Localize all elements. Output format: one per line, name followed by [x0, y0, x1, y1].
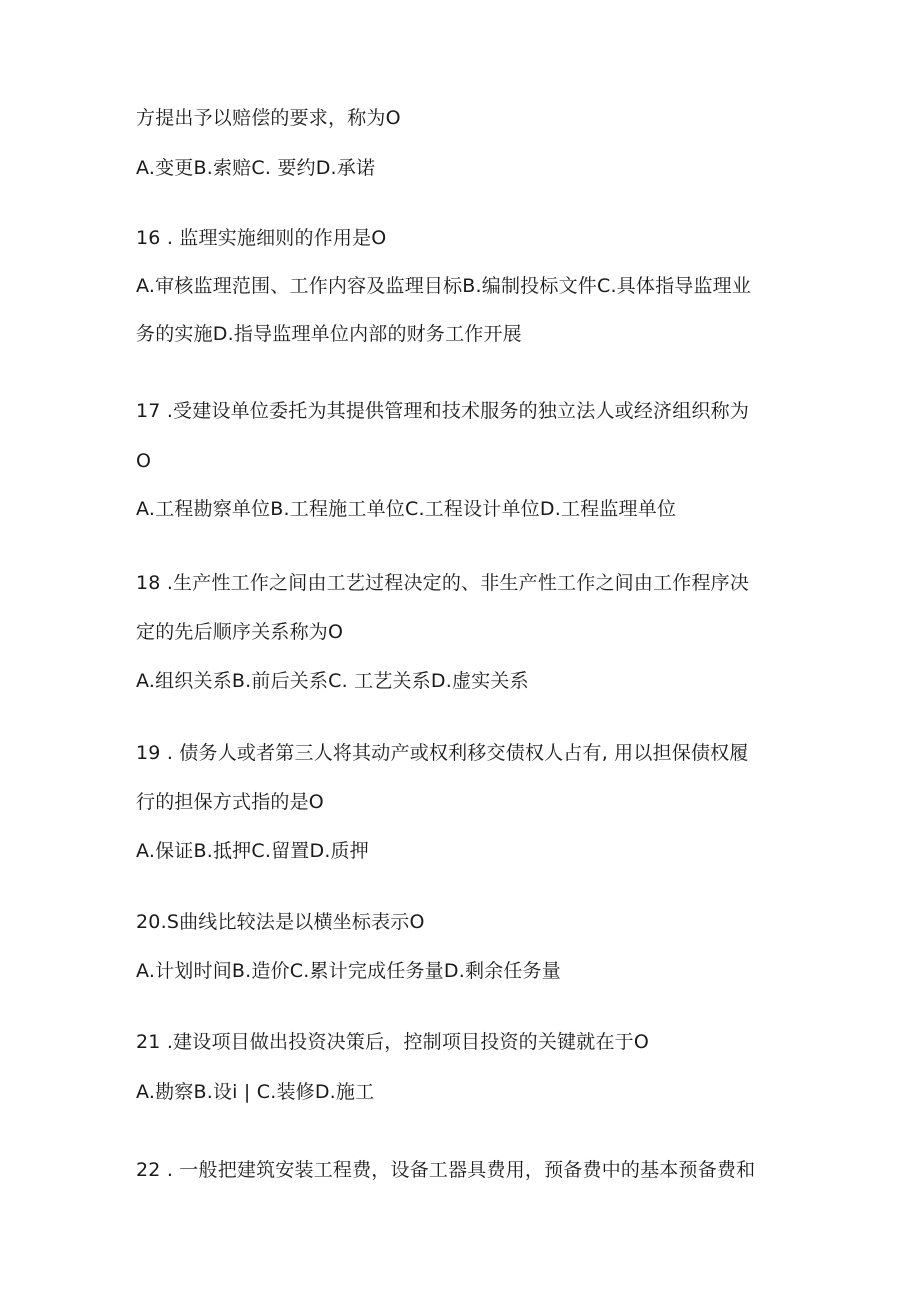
- question-20-stem: 20.S曲线比较法是以横坐标表示O: [136, 911, 425, 933]
- question-17-options: A.工程勘察单位B.工程施工单位C.工程设计单位D.工程监理单位: [136, 498, 677, 520]
- question-18-stem-line-1: 18 .生产性工作之间由工艺过程决定的、非生产性工作之间由工作程序决: [136, 572, 750, 594]
- question-21-stem: 21 .建设项目做出投资决策后，控制项目投资的关键就在于O: [136, 1031, 650, 1053]
- question-15-stem-tail: 方提出予以赔偿的要求，称为O: [136, 107, 401, 129]
- question-19-stem-line-2: 行的担保方式指的是O: [136, 791, 324, 813]
- question-19-options: A.保证B.抵押C.留置D.质押: [136, 840, 369, 862]
- question-16-stem: 16 . 监理实施细则的作用是O: [136, 227, 387, 249]
- question-19-stem-line-1: 19 . 债务人或者第三人将其动产或权利移交债权人占有, 用以担保债权履: [136, 742, 749, 764]
- question-22-stem: 22 . 一般把建筑安装工程费，设备工器具费用，预备费中的基本预备费和: [136, 1159, 756, 1181]
- question-17-stem-line-1: 17 .受建设单位委托为其提供管理和技术服务的独立法人或经济组织称为: [136, 400, 750, 422]
- question-15-options: A.变更B.索赔C. 要约D.承诺: [136, 157, 376, 179]
- question-16-options-line-1: A.审核监理范围、工作内容及监理目标B.编制投标文件C.具体指导监理业: [136, 275, 752, 297]
- question-16-options-line-2: 务的实施D.指导监理单位内部的财务工作开展: [136, 323, 522, 345]
- question-21-options: A.勘察B.设i | C.装修D.施工: [136, 1081, 375, 1103]
- question-20-options: A.计划时间B.造价C.累计完成任务量D.剩余任务量: [136, 960, 561, 982]
- question-18-options: A.组织关系B.前后关系C. 工艺关系D.虚实关系: [136, 670, 529, 692]
- question-17-stem-line-2: O: [136, 450, 152, 472]
- question-18-stem-line-2: 定的先后顺序关系称为O: [136, 621, 344, 643]
